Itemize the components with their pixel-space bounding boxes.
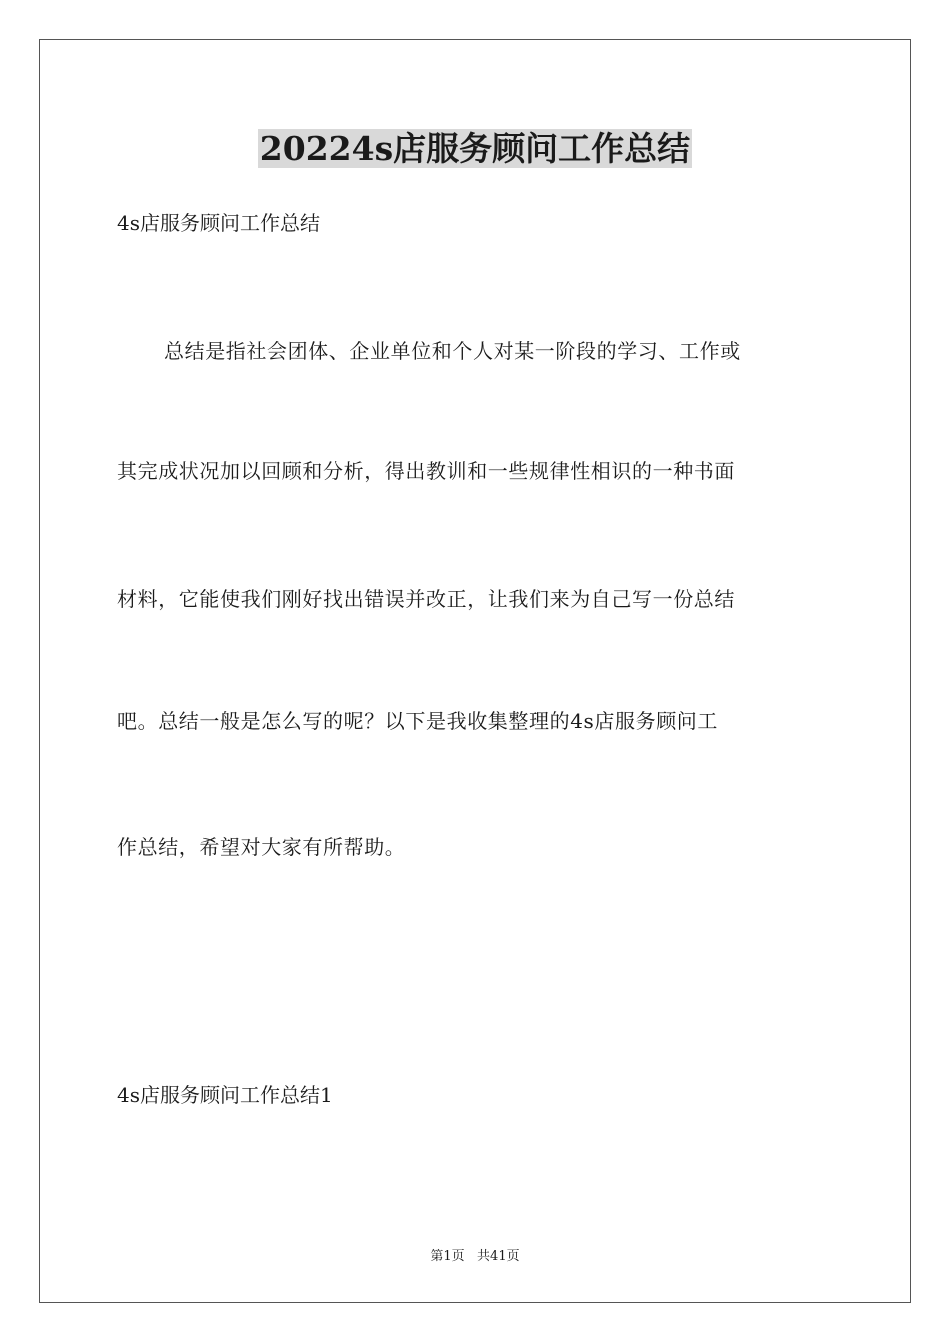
intro-line-5: 作总结，希望对大家有所帮助。 <box>117 835 406 859</box>
intro-line-3: 材料，它能使我们刚好找出错误并改正，让我们来为自己写一份总结 <box>117 587 735 611</box>
document-subtitle: 4s店服务顾问工作总结 <box>117 211 320 235</box>
section-heading: 4s店服务顾问工作总结1 <box>117 1083 333 1107</box>
intro-line-1: 总结是指社会团体、企业单位和个人对某一阶段的学习、工作或 <box>164 339 741 363</box>
intro-line-2: 其完成状况加以回顾和分析，得出教训和一些规律性相识的一种书面 <box>117 459 735 483</box>
page-number-footer: 第1页 共41页 <box>430 1249 520 1264</box>
document-title-text: 20224s店服务顾问工作总结 <box>259 129 691 168</box>
intro-line-4: 吧。总结一般是怎么写的呢？以下是我收集整理的4s店服务顾问工 <box>117 709 718 733</box>
document-title <box>0 126 950 172</box>
